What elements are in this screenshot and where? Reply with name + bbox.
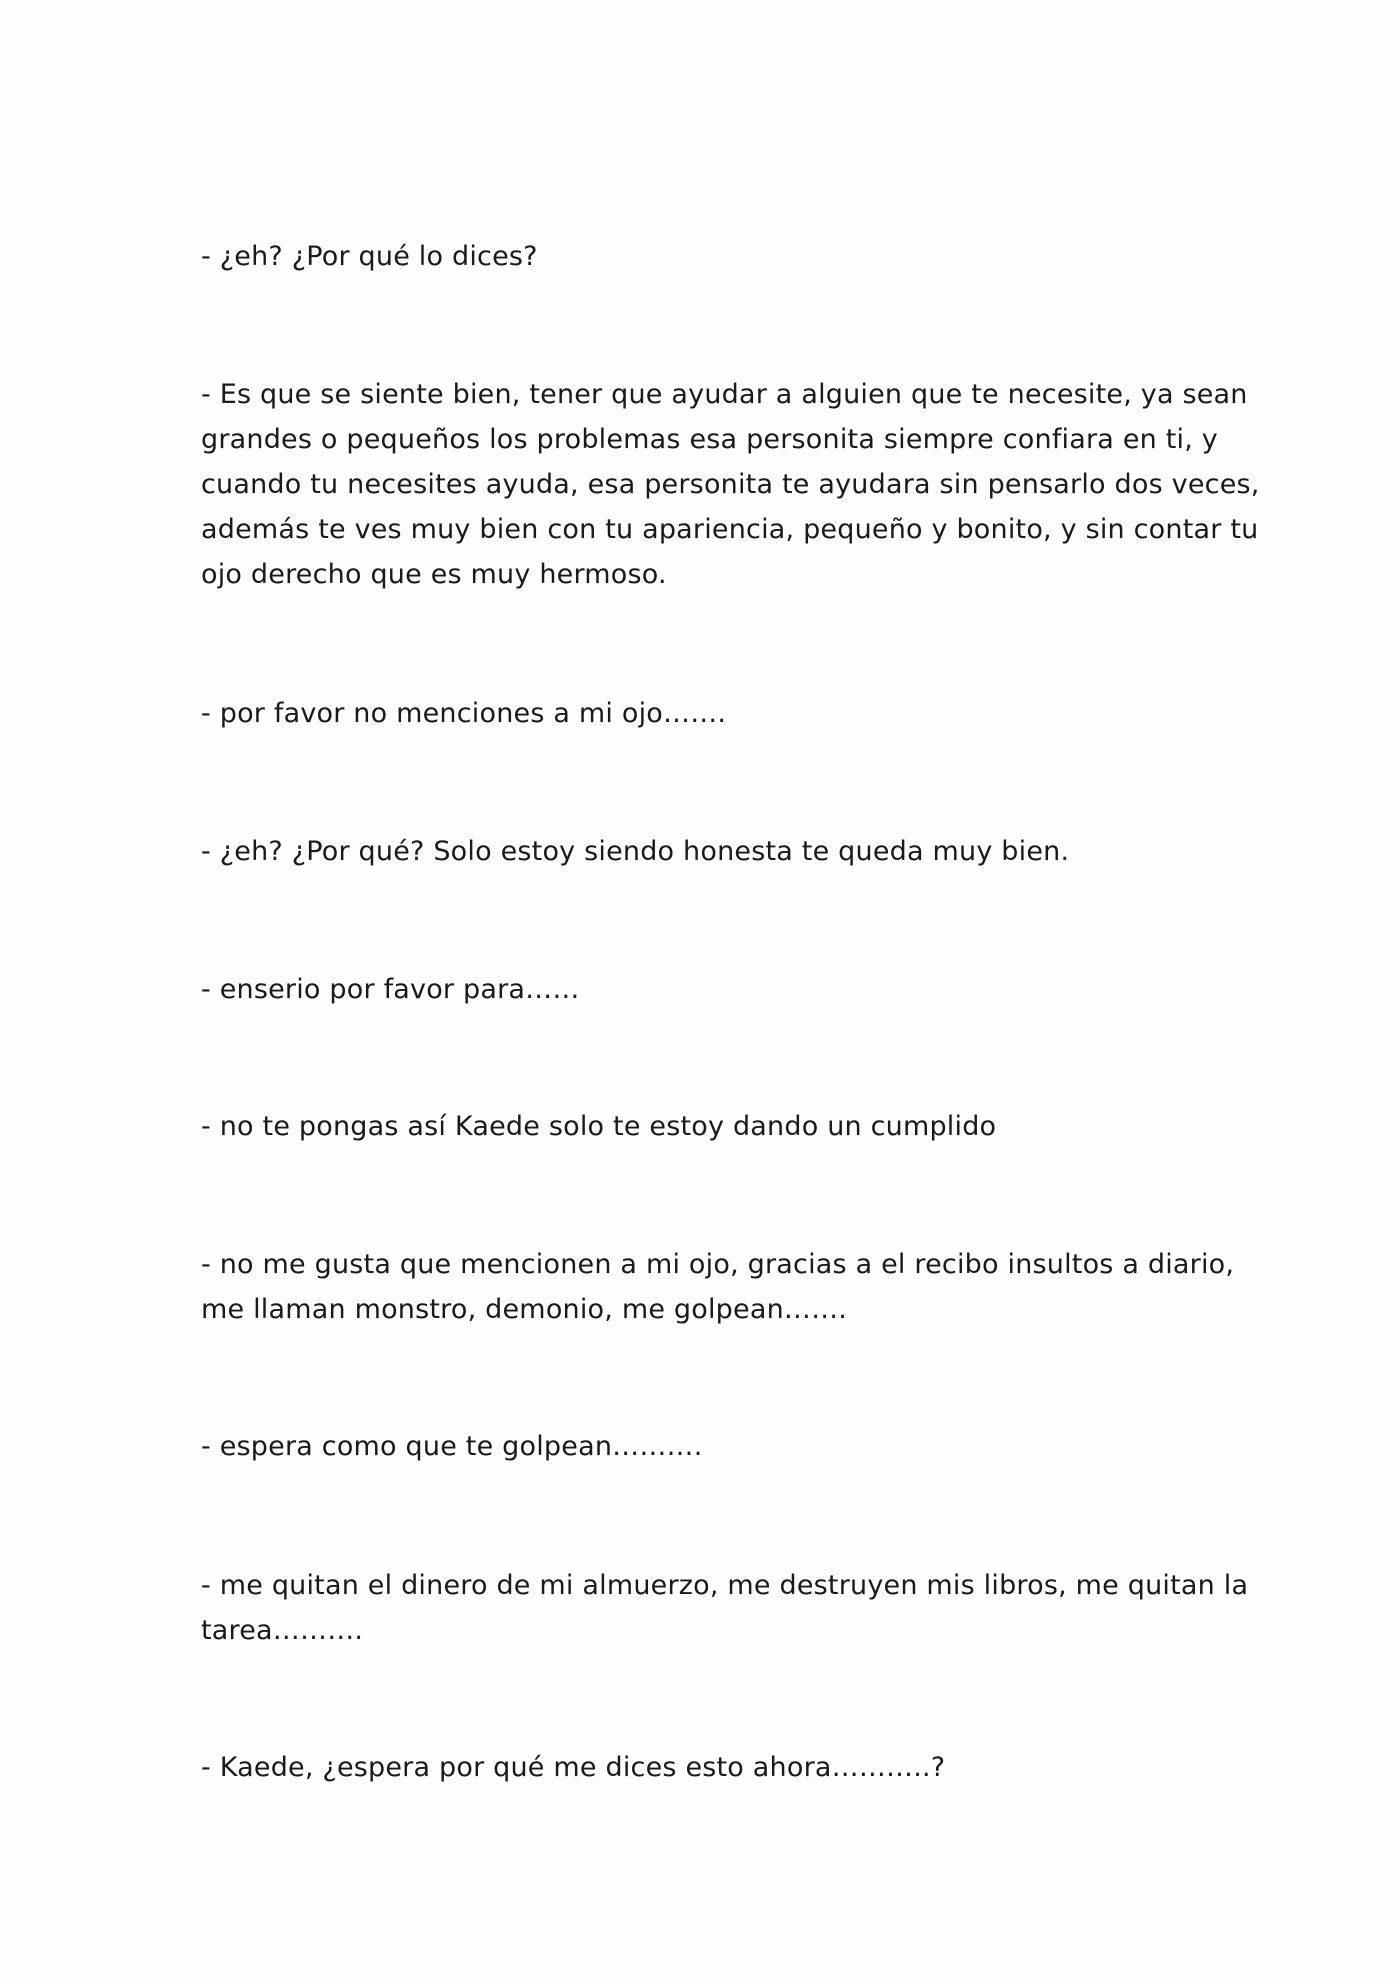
text-line: cuando tu necesites ayuda, esa personita te ayudara sin pensarlo dos veces, <box>201 469 1260 500</box>
text-line: - me quitan el dinero de mi almuerzo, me destruyen mis libros, me quitan la <box>201 1570 1249 1601</box>
text-line: - ¿eh? ¿Por qué lo dices? <box>201 241 538 272</box>
text-line: - espera como que te golpean………. <box>201 1431 703 1462</box>
dialogue-line-1 <box>201 234 1211 279</box>
text-line: - no me gusta que mencionen a mi ojo, gracias a el recibo insultos a diario, <box>201 1249 1235 1280</box>
text-line: me llaman monstro, demonio, me golpean……. <box>201 1294 848 1325</box>
text-line: - por favor no menciones a mi ojo……. <box>201 698 727 729</box>
text-line: - ¿eh? ¿Por qué? Solo estoy siendo honesta te queda muy bien. <box>201 836 1070 867</box>
text-line: además te ves muy bien con tu apariencia, pequeño y bonito, y sin contar tu <box>201 514 1259 545</box>
text-line: tarea………. <box>201 1615 364 1646</box>
text-line: ojo derecho que es muy hermoso. <box>201 559 667 590</box>
dialogue-line-7 <box>201 1242 1235 1332</box>
text-line: - Kaede, ¿espera por qué me dices esto ahora………..? <box>201 1752 946 1783</box>
dialogue-line-3 <box>201 691 1211 736</box>
dialogue-line-8 <box>201 1424 1211 1469</box>
dialogue-line-9 <box>201 1563 1249 1653</box>
text-line: - no te pongas así Kaede solo te estoy dando un cumplido <box>201 1111 997 1142</box>
text-line: grandes o pequeños los problemas esa personita siempre confiara en ti, y <box>201 424 1218 455</box>
dialogue-line-5 <box>201 967 1211 1012</box>
text-line: - enserio por favor para…… <box>201 974 580 1005</box>
dialogue-line-10 <box>201 1745 1211 1790</box>
dialogue-line-4 <box>201 829 1211 874</box>
dialogue-line-2 <box>201 372 1260 597</box>
text-line: - Es que se siente bien, tener que ayudar a alguien que te necesite, ya sean <box>201 379 1248 410</box>
dialogue-line-6 <box>201 1104 1211 1149</box>
